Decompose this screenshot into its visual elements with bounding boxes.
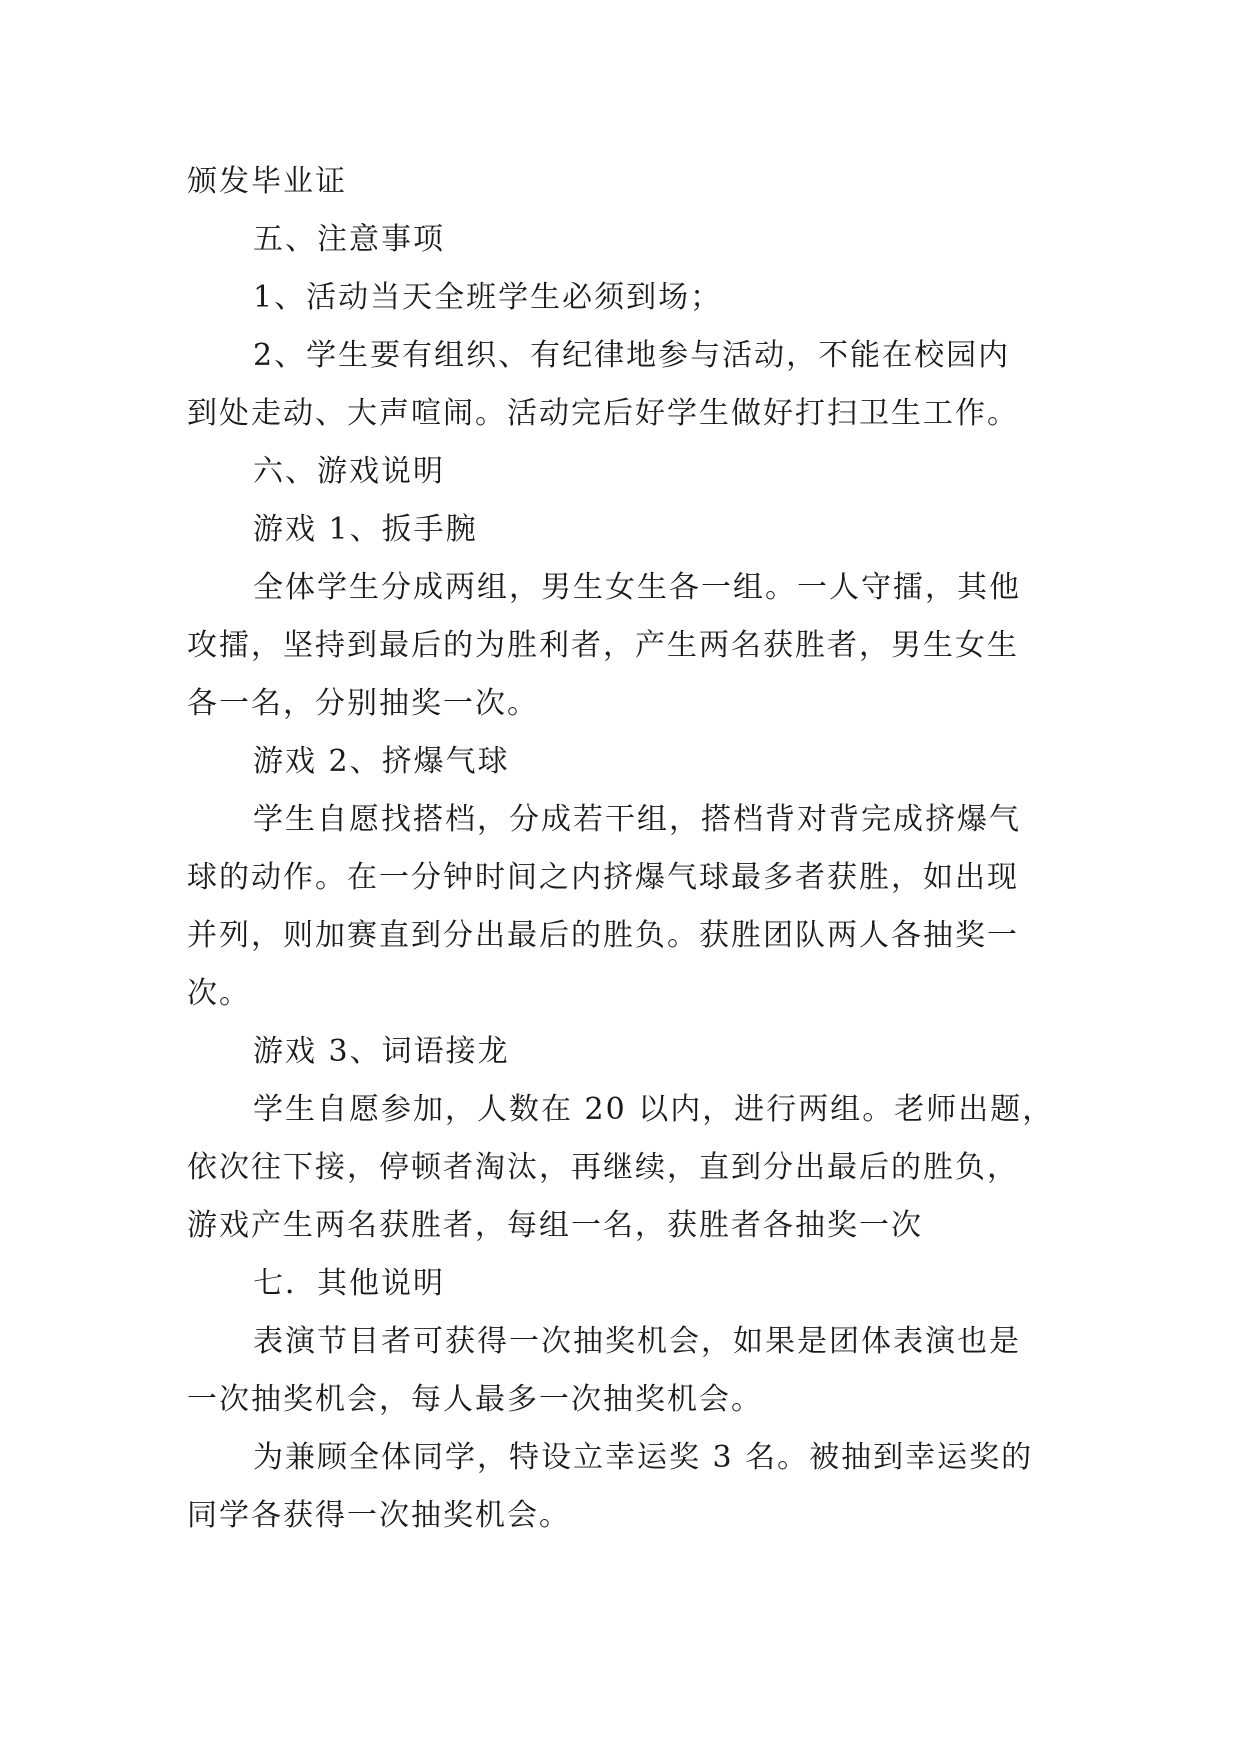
other-desc-2-cont: 同学各获得一次抽奖机会。 xyxy=(187,1498,571,1533)
game-1-desc-cont: 攻擂，坚持到最后的为胜利者，产生两名获胜者，男生女生 xyxy=(187,628,1019,663)
game-3-desc-cont: 依次往下接，停顿者淘汰，再继续，直到分出最后的胜负， xyxy=(187,1150,1019,1185)
section-heading-notes: 五、注意事项 xyxy=(253,222,445,257)
game-2-desc-cont: 并列，则加赛直到分出最后的胜负。获胜团队两人各抽奖一 xyxy=(187,918,1019,953)
game-3-desc-cont: 游戏产生两名获胜者，每组一名，获胜者各抽奖一次 xyxy=(187,1208,923,1243)
game-1-desc: 全体学生分成两组，男生女生各一组。一人守擂，其他 xyxy=(253,570,1021,605)
other-desc-1-cont: 一次抽奖机会，每人最多一次抽奖机会。 xyxy=(187,1382,763,1417)
game-1-desc-cont: 各一名，分别抽奖一次。 xyxy=(187,686,539,721)
game-2-desc: 学生自愿找搭档，分成若干组，搭档背对背完成挤爆气 xyxy=(253,802,1021,837)
game-2-desc-cont: 球的动作。在一分钟时间之内挤爆气球最多者获胜，如出现 xyxy=(187,860,1019,895)
note-item-1: 1、活动当天全班学生必须到场； xyxy=(253,280,723,315)
text-line-continuation: 颁发毕业证 xyxy=(187,164,347,199)
game-2-title: 游戏 2、挤爆气球 xyxy=(253,744,510,779)
note-item-2: 2、学生要有组织、有纪律地参与活动，不能在校园内 xyxy=(253,338,1011,373)
section-heading-other: 七．其他说明 xyxy=(253,1266,445,1301)
section-heading-games: 六、游戏说明 xyxy=(253,454,445,489)
note-item-2-cont: 到处走动、大声喧闹。活动完后好学生做好打扫卫生工作。 xyxy=(187,396,1019,431)
document-body xyxy=(187,153,1057,1545)
other-desc-2: 为兼顾全体同学，特设立幸运奖 3 名。被抽到幸运奖的 xyxy=(253,1440,1034,1475)
game-3-title: 游戏 3、词语接龙 xyxy=(253,1034,510,1069)
other-desc-1: 表演节目者可获得一次抽奖机会，如果是团体表演也是 xyxy=(253,1324,1021,1359)
game-1-title: 游戏 1、扳手腕 xyxy=(253,512,478,547)
game-3-desc: 学生自愿参加，人数在 20 以内，进行两组。老师出题， xyxy=(253,1092,1055,1127)
game-2-desc-cont: 次。 xyxy=(187,976,251,1011)
